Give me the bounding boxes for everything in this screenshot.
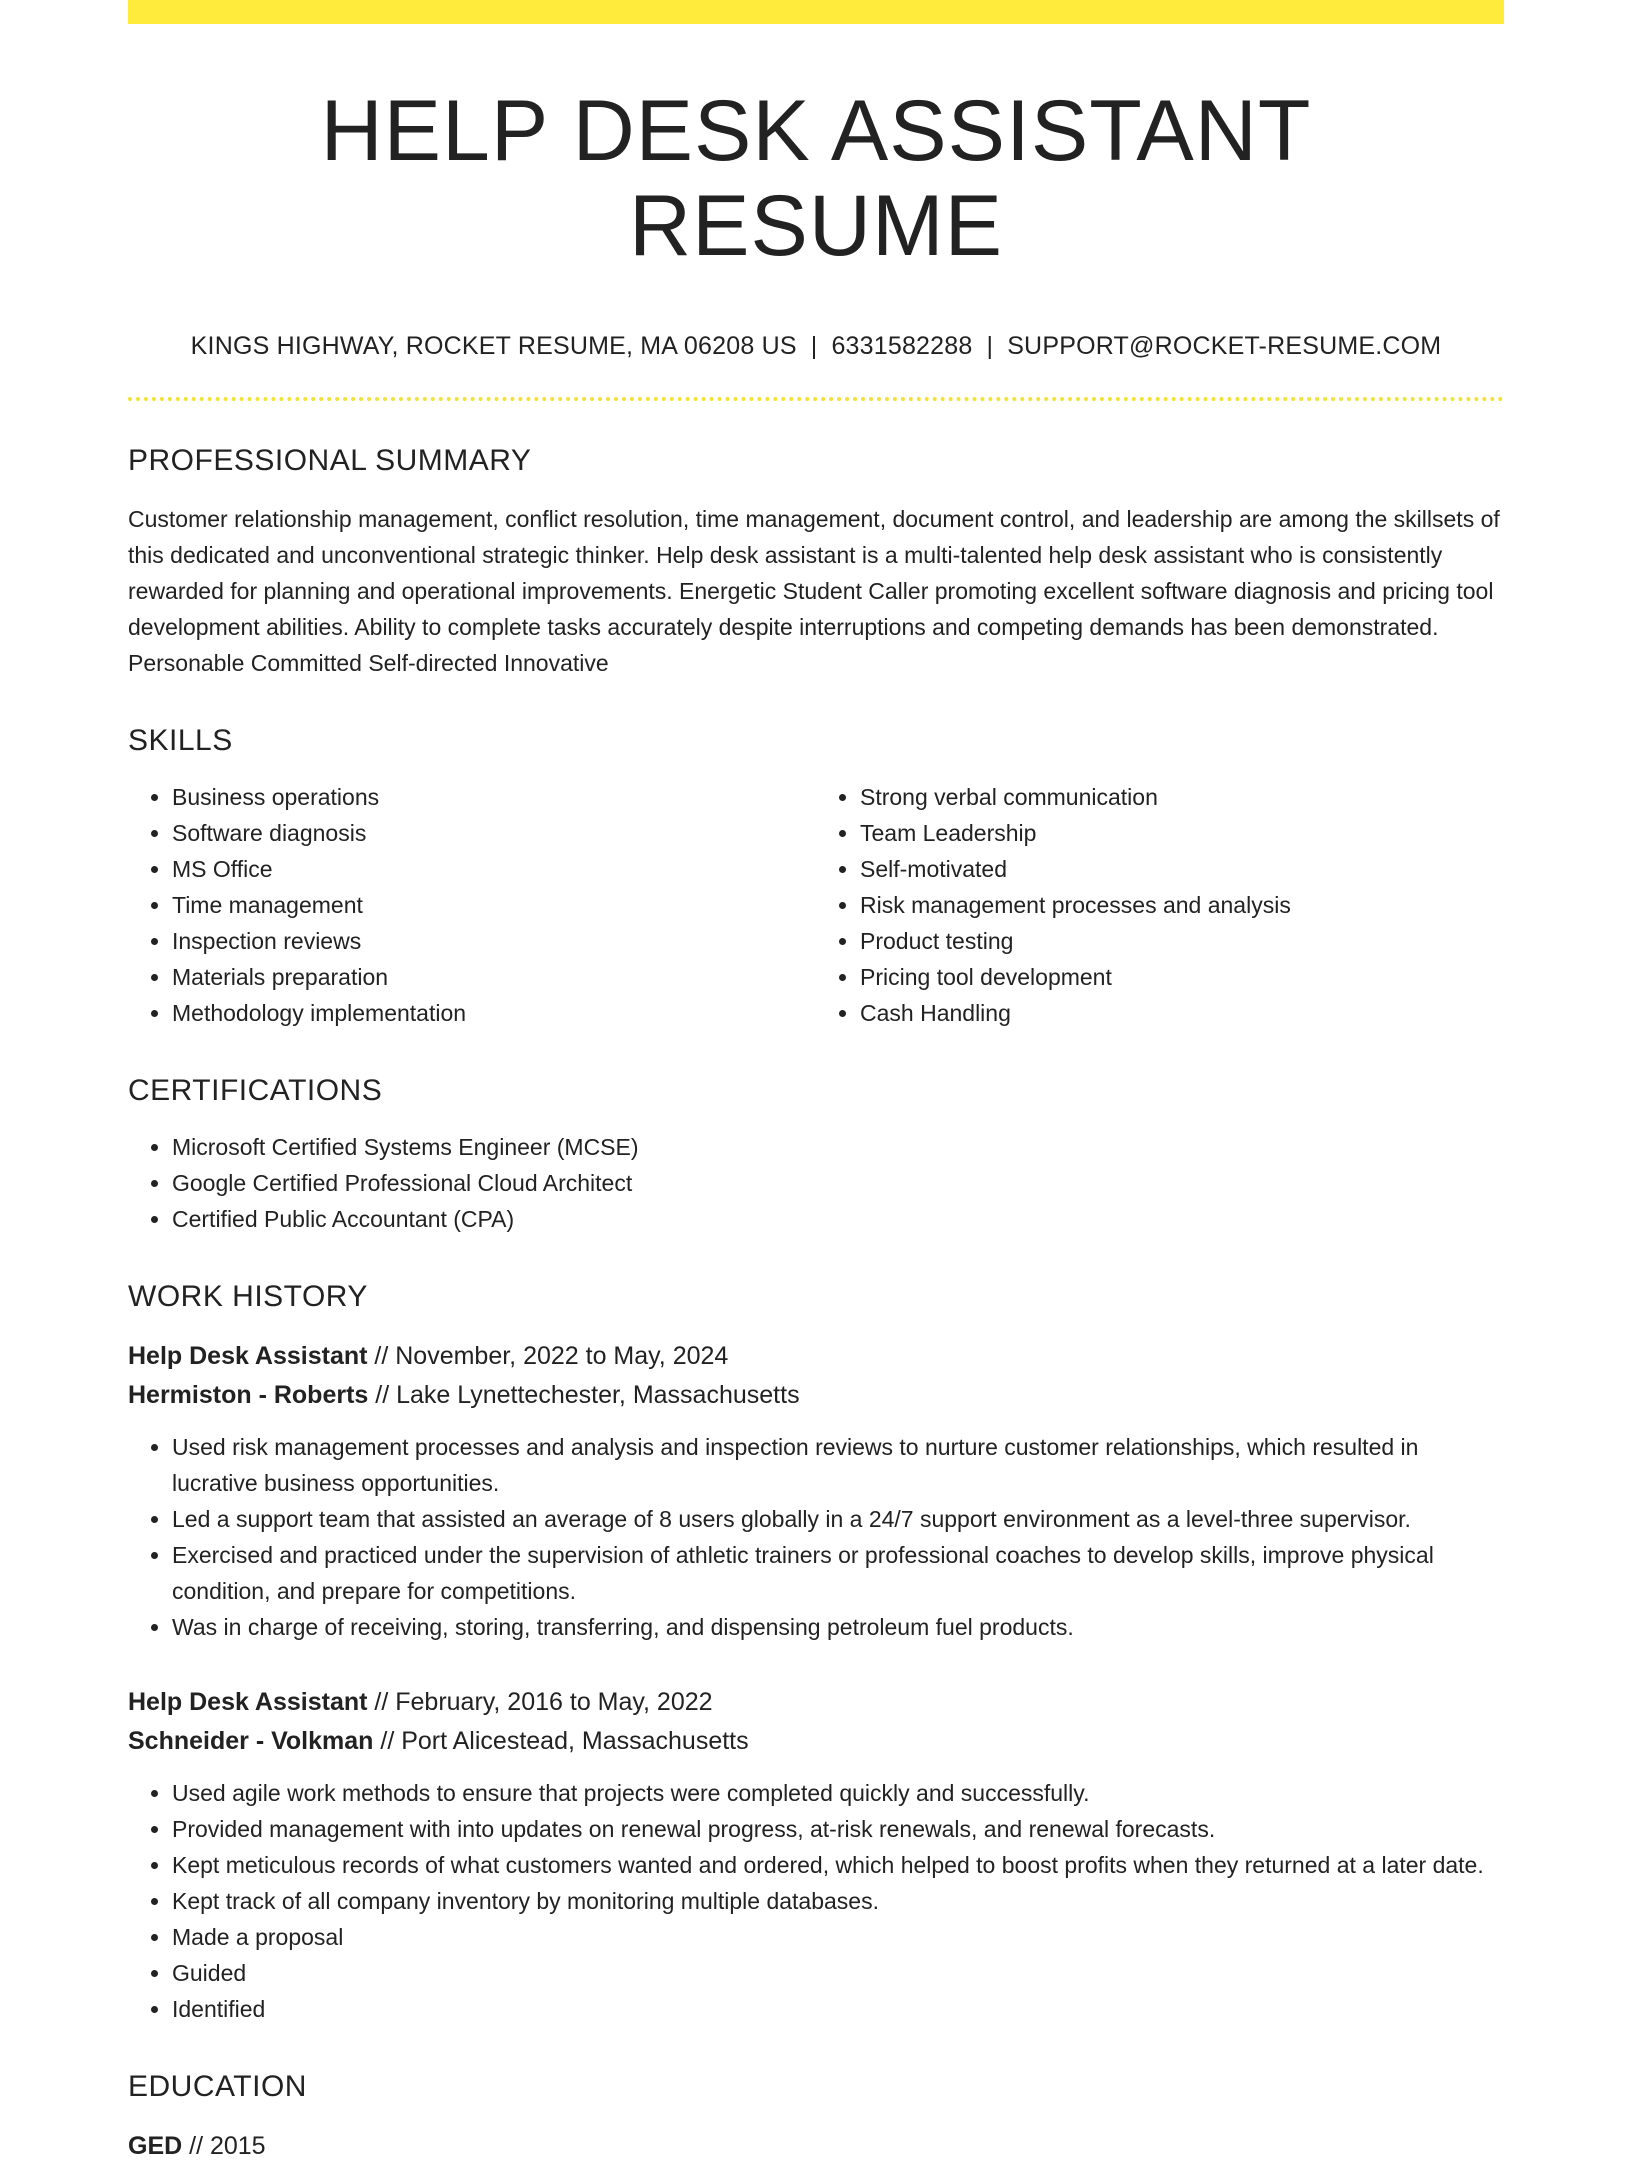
job-role: Help Desk Assistant <box>128 1342 368 1371</box>
job-company-line <box>128 1376 1504 1415</box>
skill-item: • Team Leadership <box>860 815 1504 851</box>
skill-item: • Methodology implementation <box>172 995 816 1031</box>
skills-heading: SKILLS <box>128 724 233 758</box>
job-duty: • Guided <box>172 1955 1504 1991</box>
job-dates: // February, 2016 to May, 2022 <box>367 1688 713 1717</box>
contact-line <box>128 331 1504 361</box>
resume-page <box>128 0 1504 2166</box>
job-duty: • Exercised and practiced under the supervision of athletic trainers or professional coaches to develop skills, improve physical condition, and prepare for competitions. <box>172 1537 1504 1609</box>
education-degree: GED <box>128 2132 183 2161</box>
job-duties-list <box>128 1429 1504 1645</box>
certification-item: • Google Certified Professional Cloud Architect <box>172 1165 1504 1201</box>
skill-item: • Inspection reviews <box>172 923 816 959</box>
summary-heading: PROFESSIONAL SUMMARY <box>128 444 532 478</box>
work-history-heading: WORK HISTORY <box>128 1280 368 1314</box>
skill-item: • Business operations <box>172 779 816 815</box>
job-role: Help Desk Assistant <box>128 1688 368 1717</box>
skill-item: • Pricing tool development <box>860 959 1504 995</box>
certification-item: • Certified Public Accountant (CPA) <box>172 1201 1504 1237</box>
job-duty: • Identified <box>172 1991 1504 2027</box>
accent-bar <box>128 0 1504 24</box>
job-location: // Port Alicestead, Massachusetts <box>373 1727 749 1756</box>
dotted-divider <box>128 397 1504 401</box>
certifications-list <box>128 1129 1504 1237</box>
job-role-line <box>128 1683 1504 1722</box>
job-company: Schneider - Volkman <box>128 1727 374 1756</box>
job-duty: • Led a support team that assisted an average of 8 users globally in a 24/7 support environment as a level-three supervisor. <box>172 1501 1504 1537</box>
job-duty: • Was in charge of receiving, storing, transferring, and dispensing petroleum fuel products. <box>172 1609 1504 1645</box>
skill-item: • Self-motivated <box>860 851 1504 887</box>
education-entry <box>128 2127 1504 2166</box>
contact-separator: | <box>810 332 818 361</box>
skill-item: • Product testing <box>860 923 1504 959</box>
skill-item: • Risk management processes and analysis <box>860 887 1504 923</box>
skill-item: • Strong verbal communication <box>860 779 1504 815</box>
skill-item: • MS Office <box>172 851 816 887</box>
contact-address: KINGS HIGHWAY, ROCKET RESUME, MA 06208 US <box>190 332 797 361</box>
job-duty: • Used agile work methods to ensure that projects were completed quickly and successfully. <box>172 1775 1504 1811</box>
skill-item: • Time management <box>172 887 816 923</box>
job-location: // Lake Lynettechester, Massachusetts <box>368 1381 800 1410</box>
summary-text: Customer relationship management, conflict resolution, time management, document control, and leadership are among the skillsets of this dedicated and unconventional strategic thinker. Help desk assistant is a multi-talented help desk assistant who is consistently rewarded for planning and operational improvements. Energetic Student Caller promoting excellent software diagnosis and pricing tool development abilities. Ability to complete tasks accurately despite interruptions and competing demands has been demonstrated. Personable Committed Self-directed Innovative <box>128 506 1500 677</box>
skills-list-right <box>816 779 1504 1031</box>
skills-grid <box>128 759 1504 1031</box>
contact-phone: 6331582288 <box>831 332 973 361</box>
contact-email: SUPPORT@ROCKET-RESUME.COM <box>1007 332 1442 361</box>
job-company: Hermiston - Roberts <box>128 1381 369 1410</box>
skill-item: • Software diagnosis <box>172 815 816 851</box>
resume-title: HELP DESK ASSISTANT RESUME <box>320 83 1312 274</box>
job-role-line <box>128 1337 1504 1376</box>
certifications-heading: CERTIFICATIONS <box>128 1074 383 1108</box>
job-dates: // November, 2022 to May, 2024 <box>367 1342 729 1371</box>
job-duty: • Made a proposal <box>172 1919 1504 1955</box>
contact-separator: | <box>986 332 994 361</box>
job-duty: • Kept track of all company inventory by monitoring multiple databases. <box>172 1883 1504 1919</box>
job-entry <box>128 1337 1504 1645</box>
job-entry <box>128 1683 1504 2027</box>
skill-item: • Materials preparation <box>172 959 816 995</box>
job-duties-list <box>128 1775 1504 2027</box>
skills-list-left <box>128 779 816 1031</box>
job-duty: • Kept meticulous records of what customers wanted and ordered, which helped to boost profits when they returned at a later date. <box>172 1847 1504 1883</box>
education-heading: EDUCATION <box>128 2070 307 2104</box>
job-company-line <box>128 1722 1504 1761</box>
job-duty: • Used risk management processes and analysis and inspection reviews to nurture customer relationships, which resulted in lucrative business opportunities. <box>172 1429 1504 1501</box>
skill-item: • Cash Handling <box>860 995 1504 1031</box>
education-year: // 2015 <box>182 2132 266 2161</box>
certification-item: • Microsoft Certified Systems Engineer (MCSE) <box>172 1129 1504 1165</box>
job-duty: • Provided management with into updates on renewal progress, at-risk renewals, and renewal forecasts. <box>172 1811 1504 1847</box>
